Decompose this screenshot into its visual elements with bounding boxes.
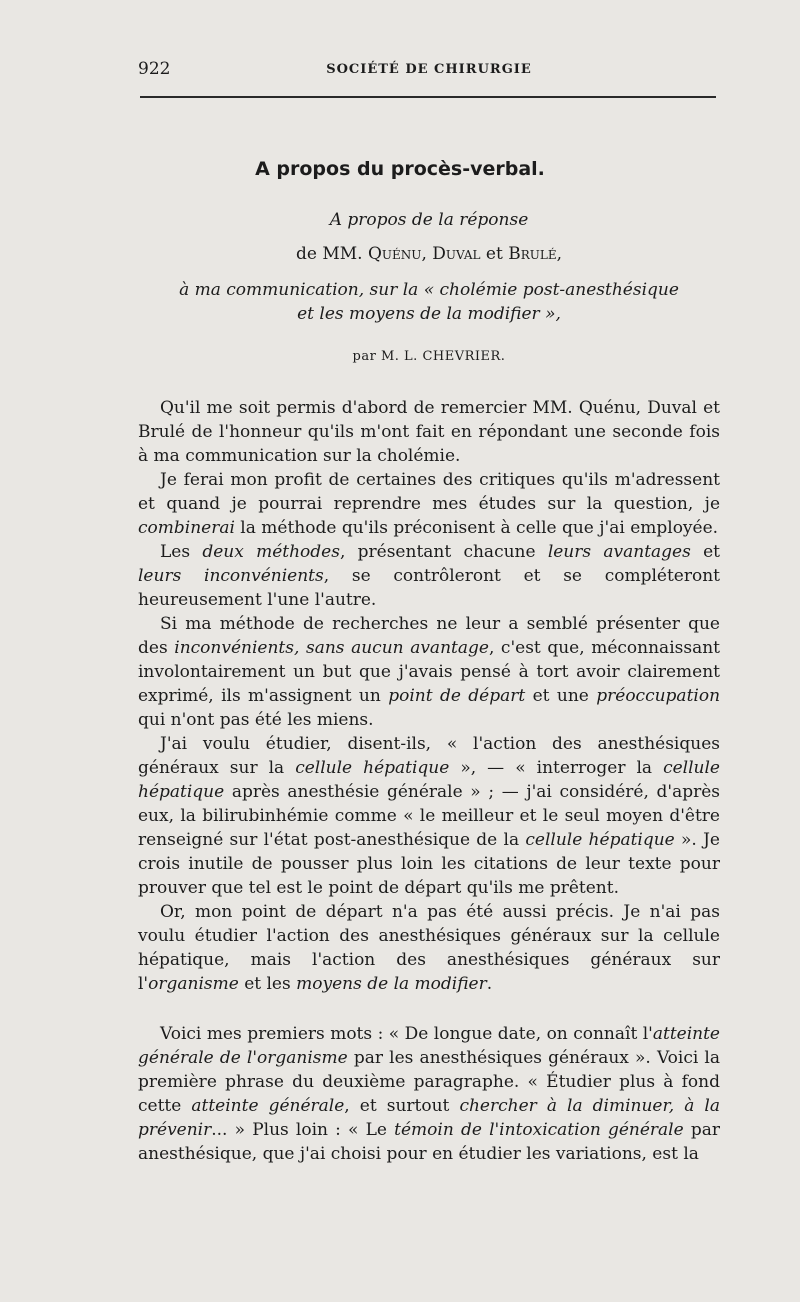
paragraph xyxy=(138,1022,720,1166)
subtitle-line-3: à ma communication, sur la « cholémie post-anesthésique xyxy=(179,280,679,300)
paragraph xyxy=(138,612,720,732)
text-run: Les xyxy=(160,542,203,562)
italic-text: chercher à la diminuer, à la prévenir xyxy=(138,1096,720,1140)
text-run: qui n'ont pas été les miens. xyxy=(138,710,374,730)
subtitle-comma: , xyxy=(421,244,427,264)
paragraph xyxy=(138,468,720,540)
text-run: par anesthésique, que j'ai choisi pour en étudier les variations, est la xyxy=(138,1120,720,1164)
text-run: par les anesthésiques généraux ». Voici la première phrase du deuxième paragraphe. « Étudier plus à fond cette xyxy=(138,1048,720,1116)
text-run: J'ai voulu étudier, disent-ils, « l'action des anesthésiques généraux sur la xyxy=(138,734,720,778)
author-byline: par M. L. CHEVRIER. xyxy=(352,349,506,364)
text-run: , présentant chacune xyxy=(339,542,548,562)
page-header xyxy=(138,57,720,83)
italic-text: point de départ xyxy=(388,686,526,706)
italic-text: organisme xyxy=(148,974,239,994)
italic-text: préoccupation xyxy=(596,686,721,706)
article-title: A propos du procès-verbal. xyxy=(255,158,545,180)
italic-text: cellule hépatique xyxy=(525,830,675,850)
running-title: SOCIÉTÉ DE CHIRURGIE xyxy=(326,62,532,77)
subtitle-line-1: A propos de la réponse xyxy=(329,210,529,230)
text-run: Si ma méthode de recherches ne leur a semblé présenter que des xyxy=(138,614,720,658)
text-run: , c'est que, méconnaissant involontairement un but que j'avais pensé à tort avoir clairement exprimé, ils m'assignent un xyxy=(138,638,720,706)
paragraph xyxy=(138,540,720,612)
italic-text: cellule hépatique xyxy=(138,758,720,802)
text-run: », — « interroger la xyxy=(449,758,664,778)
italic-text: leurs inconvénients xyxy=(138,566,324,586)
subtitle-prefix: de MM. xyxy=(296,244,363,264)
author-name-brule: Brulé xyxy=(508,244,557,264)
text-run: après anesthésie générale » ; — j'ai considéré, d'après eux, la bilirubinhémie comme « le meilleur et le seul moyen d'être renseigné sur l'état post-anesthésique de la xyxy=(138,782,720,850)
italic-text: combinerai xyxy=(138,518,235,538)
page-number: 922 xyxy=(138,59,171,79)
text-run: et une xyxy=(525,686,597,706)
paragraph xyxy=(138,396,720,468)
text-run: Voici mes premiers mots : « De longue date, on connaît l' xyxy=(160,1024,653,1044)
subtitle-line-2 xyxy=(138,244,720,264)
paragraph xyxy=(138,900,720,996)
text-run: Or, mon point de départ n'a pas été aussi précis. Je n'ai pas voulu étudier l'action des anesthésiques généraux sur la cellule hépatique, mais l'action des anesthésiques généraux sur l' xyxy=(138,902,720,994)
paragraph xyxy=(138,732,720,900)
italic-text: leurs avantages xyxy=(547,542,691,562)
text-run: et xyxy=(690,542,721,562)
italic-text: témoin de l'intoxication générale xyxy=(394,1120,684,1140)
italic-text: deux méthodes xyxy=(202,542,340,562)
author-name-quenu: Quénu xyxy=(368,244,422,264)
text-run: , et surtout xyxy=(344,1096,460,1116)
text-run: et les xyxy=(238,974,297,994)
subtitle-comma: , xyxy=(556,244,562,264)
italic-text: cellule hépatique xyxy=(295,758,450,778)
article-body xyxy=(138,396,720,1166)
italic-text: atteinte générale de l'organisme xyxy=(138,1024,720,1068)
text-run: , se contrôleront et se compléteront heureusement l'une l'autre. xyxy=(138,566,720,610)
header-rule xyxy=(140,96,716,98)
italic-text: moyens de la modifier xyxy=(296,974,487,994)
text-run: . xyxy=(486,974,493,994)
subtitle-line-4: et les moyens de la modifier », xyxy=(297,304,561,324)
text-run: Je ferai mon profit de certaines des critiques qu'ils m'adressent et quand je pourrai reprendre mes études sur la question, je xyxy=(138,470,720,514)
subtitle-and: et xyxy=(485,244,503,264)
italic-text: inconvénients, sans aucun avantage xyxy=(174,638,489,658)
text-run: ». Je crois inutile de pousser plus loin les citations de leur texte pour prouver que tel est le point de départ qu'ils me prêtent. xyxy=(138,830,720,898)
author-name-duval: Duval xyxy=(432,244,481,264)
text-run: ... » Plus loin : « Le xyxy=(211,1120,395,1140)
italic-text: atteinte générale xyxy=(191,1096,345,1116)
text-run: la méthode qu'ils préconisent à celle que j'ai employée. xyxy=(234,518,719,538)
text-run: Qu'il me soit permis d'abord de remercier MM. Quénu, Duval et Brulé de l'honneur qu'ils m'ont fait en répondant une seconde fois à ma communication sur la cholémie. xyxy=(138,398,720,466)
